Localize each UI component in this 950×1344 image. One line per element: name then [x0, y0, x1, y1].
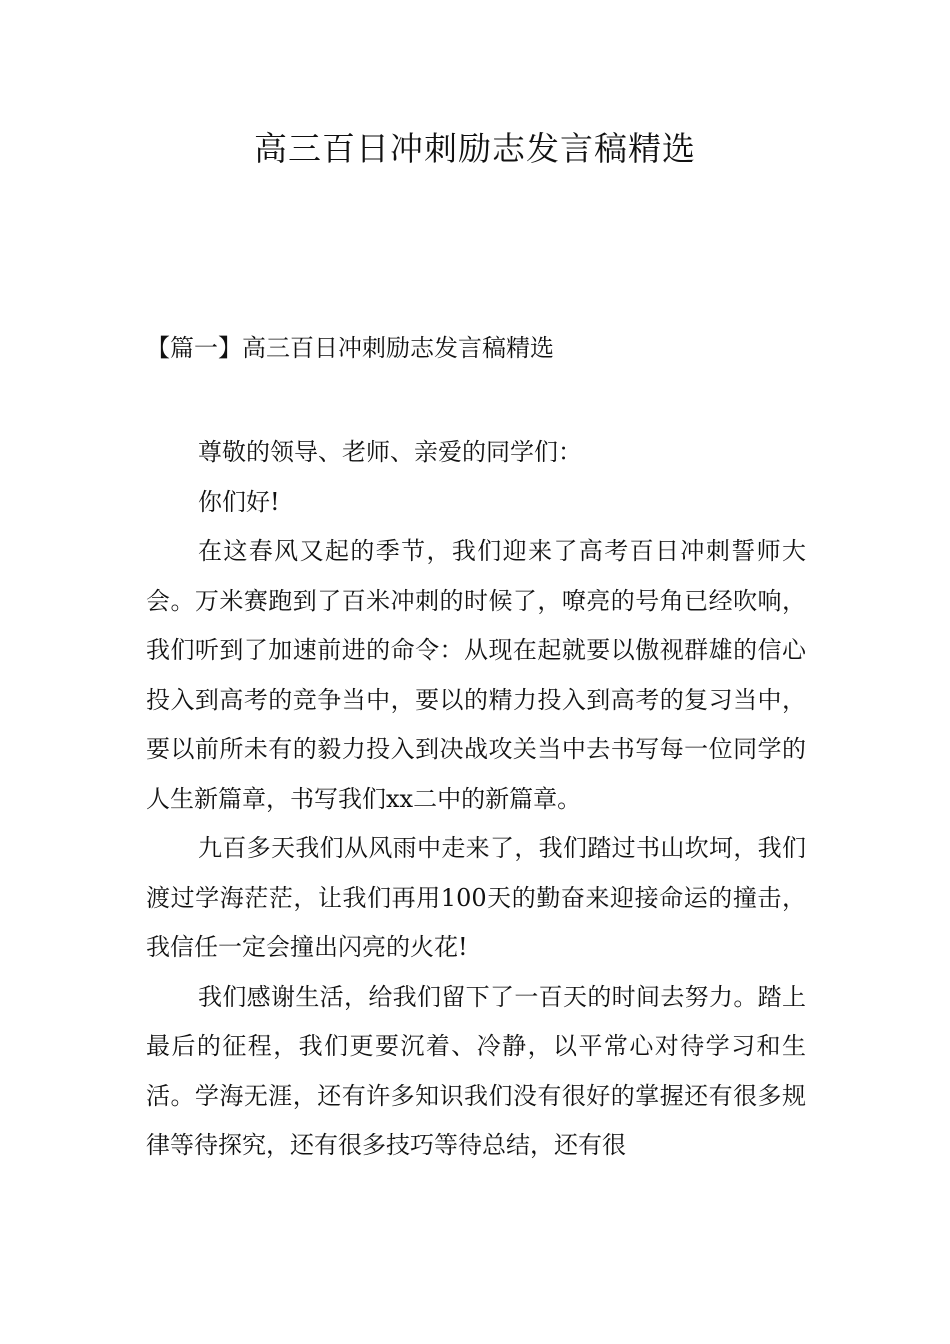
salutation-paragraph: 尊敬的领导、老师、亲爱的同学们：	[198, 438, 582, 466]
document-body	[146, 428, 806, 1171]
greeting-paragraph: 你们好!	[198, 487, 280, 516]
body-paragraph: 在这春风又起的季节，我们迎来了高考百日冲刺誓师大会。万米赛跑到了百米冲刺的时候了，嘹亮的号角已经吹响，我们听到了加速前进的命令：从现在起就要以傲视群雄的信心投入到高考的竞争当中，要以的精力投入到高考的复习当中，要以前所未有的毅力投入到决战攻关当中去书写每一位同学的人生新篇章，书写我们xx二中的新篇章。	[146, 537, 806, 813]
document-title: 高三百日冲刺励志发言稿精选	[254, 129, 696, 168]
body-paragraph: 我们感谢生活，给我们留下了一百天的时间去努力。踏上最后的征程，我们更要沉着、冷静，以平常心对待学习和生活。学海无涯，还有许多知识我们没有很好的掌握还有很多规律等待探究，还有很多技巧等待总结，还有很	[146, 982, 806, 1159]
section-heading: 【篇一】高三百日冲刺励志发言稿精选	[146, 334, 554, 362]
body-paragraph: 九百多天我们从风雨中走来了，我们踏过书山坎坷，我们渡过学海茫茫，让我们再用100天的勤奋来迎接命运的撞击，我信任一定会撞出闪亮的火花!	[146, 834, 806, 961]
